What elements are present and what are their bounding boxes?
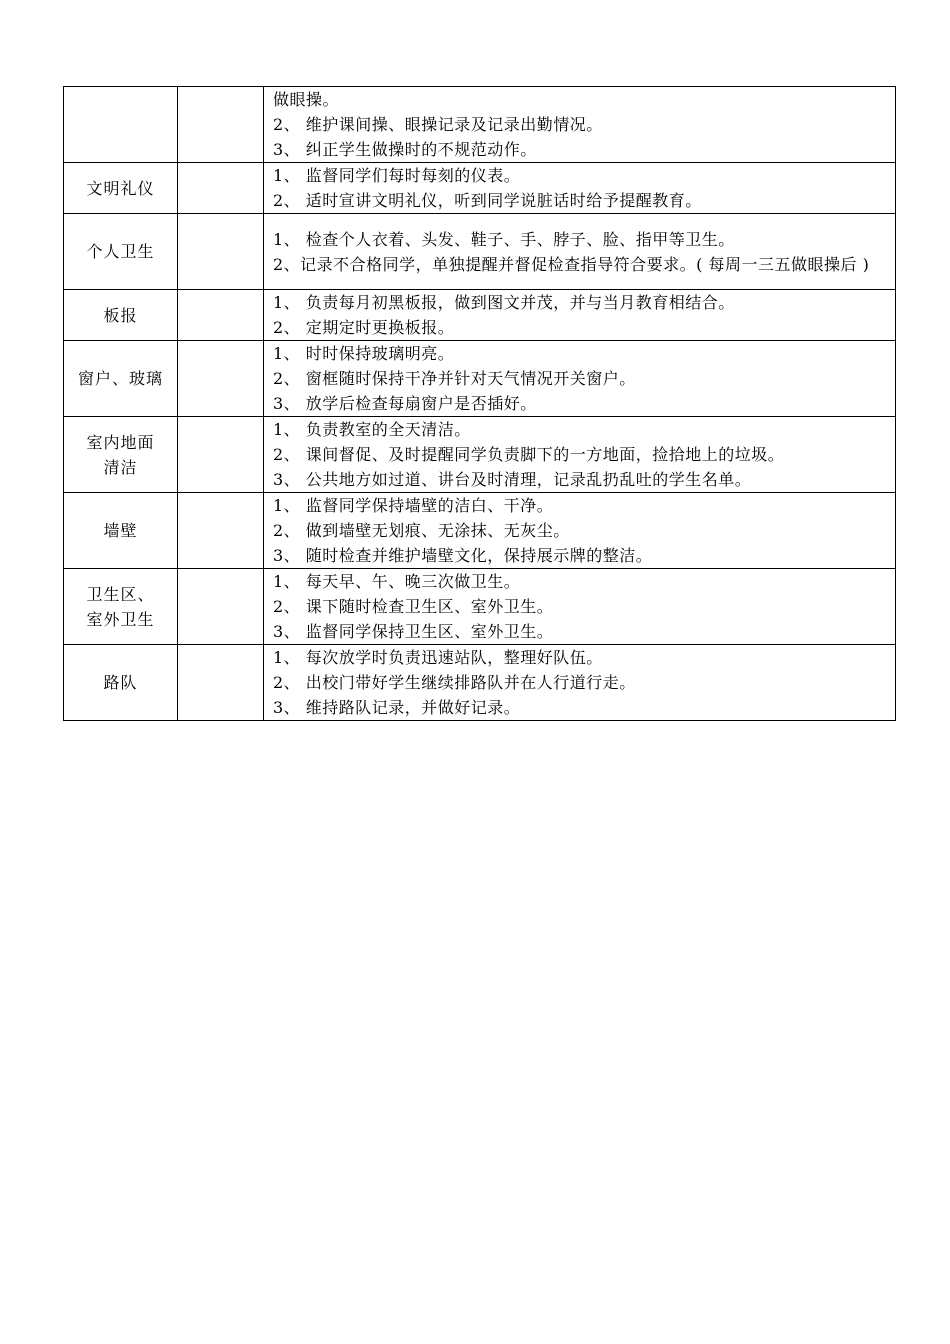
area-label: 墙壁 — [103, 521, 138, 540]
duty-item: 1、 检查个人衣着、头发、鞋子、手、脖子、脸、指甲等卫生。 — [273, 229, 735, 249]
duty-item: 2、 课下随时检查卫生区、室外卫生。 — [273, 597, 554, 616]
duty-item: 2、 出校门带好学生继续排路队并在人行道行走。 — [273, 673, 636, 692]
table-row — [64, 493, 896, 569]
area-cell — [64, 417, 178, 493]
duties-cell — [264, 214, 896, 290]
duties-cell — [264, 290, 896, 341]
area-label: 窗户、玻璃 — [77, 369, 163, 388]
duty-item: 3、 公共地方如过道、讲台及时清理，记录乱扔乱吐的学生名单。 — [273, 470, 752, 489]
duty-item: 1、 每天早、午、晚三次做卫生。 — [273, 572, 521, 591]
area-label: 路队 — [103, 673, 138, 692]
duty-assignment-table — [63, 86, 896, 721]
area-cell — [64, 569, 178, 645]
area-label: 室内地面 — [86, 432, 155, 452]
table-body — [64, 87, 896, 721]
person-cell — [178, 163, 264, 214]
duty-item: 3、 随时检查并维护墙壁文化，保持展示牌的整洁。 — [273, 546, 653, 565]
duty-item: 1、 负责每月初黑板报，做到图文并茂，并与当月教育相结合。 — [273, 293, 735, 312]
area-cell — [64, 341, 178, 417]
area-label: 卫生区、 — [86, 584, 155, 604]
duties-cell — [264, 341, 896, 417]
area-cell — [64, 290, 178, 341]
table-row — [64, 569, 896, 645]
duties-cell — [264, 645, 896, 721]
person-cell — [178, 417, 264, 493]
duty-item: 2、记录不合格同学，单独提醒并督促检查指导符合要求。( 每周一三五做眼操后 ) — [273, 254, 870, 274]
area-cell — [64, 214, 178, 290]
area-label: 板报 — [103, 305, 138, 325]
area-cell — [64, 163, 178, 214]
duty-item: 做眼操。 — [273, 90, 340, 109]
duty-item: 2、 定期定时更换板报。 — [273, 318, 455, 337]
duty-item: 1、 时时保持玻璃明亮。 — [273, 344, 455, 363]
table-row — [64, 417, 896, 493]
person-cell — [178, 645, 264, 721]
area-label: 文明礼仪 — [86, 178, 155, 198]
person-cell — [178, 493, 264, 569]
person-cell — [178, 341, 264, 417]
duty-item: 2、 窗框随时保持干净并针对天气情况开关窗户。 — [273, 369, 636, 388]
area-label: 个人卫生 — [86, 242, 155, 261]
duty-item: 3、 维持路队记录，并做好记录。 — [273, 698, 521, 717]
area-cell — [64, 493, 178, 569]
duties-cell — [264, 569, 896, 645]
duty-item: 2、 适时宣讲文明礼仪，听到同学说脏话时给予提醒教育。 — [273, 191, 702, 210]
area-label: 室外卫生 — [86, 609, 155, 629]
duty-item: 1、 每次放学时负责迅速站队，整理好队伍。 — [273, 648, 603, 667]
table-row — [64, 290, 896, 341]
table-row — [64, 87, 896, 163]
duty-item: 1、 负责教室的全天清洁。 — [273, 420, 471, 439]
duties-cell — [264, 163, 896, 214]
table-row — [64, 645, 896, 721]
duties-cell — [264, 493, 896, 569]
table-row — [64, 163, 896, 214]
person-cell — [178, 214, 264, 290]
duty-item: 1、 监督同学保持墙壁的洁白、干净。 — [273, 496, 554, 515]
table-row — [64, 214, 896, 290]
duty-item: 2、 维护课间操、眼操记录及记录出勤情况。 — [273, 115, 603, 134]
area-label: 清洁 — [103, 457, 138, 477]
table-row — [64, 341, 896, 417]
person-cell — [178, 569, 264, 645]
duty-item: 3、 监督同学保持卫生区、室外卫生。 — [273, 622, 554, 641]
duties-cell — [264, 87, 896, 163]
duty-item: 3、 纠正学生做操时的不规范动作。 — [273, 140, 537, 159]
duty-item: 3、 放学后检查每扇窗户是否插好。 — [273, 394, 537, 413]
person-cell — [178, 87, 264, 163]
area-cell — [64, 645, 178, 721]
duties-cell — [264, 417, 896, 493]
area-cell — [64, 87, 178, 163]
duty-item: 2、 做到墙壁无划痕、无涂抹、无灰尘。 — [273, 521, 570, 540]
duty-item: 1、 监督同学们每时每刻的仪表。 — [273, 166, 521, 185]
duty-item: 2、 课间督促、及时提醒同学负责脚下的一方地面，捡拾地上的垃圾。 — [273, 445, 785, 464]
person-cell — [178, 290, 264, 341]
